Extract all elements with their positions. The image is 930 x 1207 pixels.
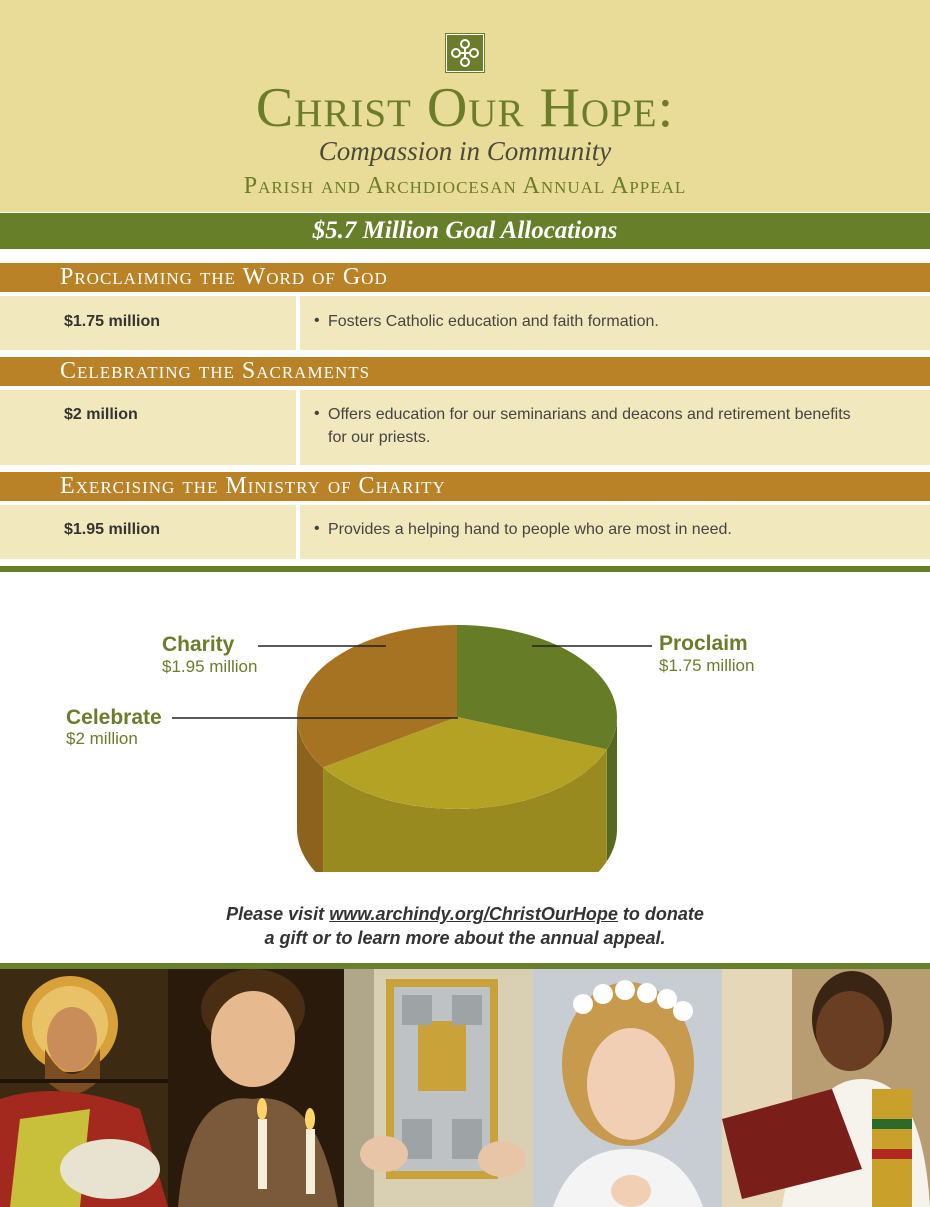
amount-cell xyxy=(0,296,296,350)
photo-strip xyxy=(0,969,930,1207)
page-title: Christ Our Hope: xyxy=(255,77,675,139)
appeal-website-link[interactable]: www.archindy.org/ChristOurHope xyxy=(329,904,618,924)
girl-first-communion-photo xyxy=(533,969,722,1207)
section-heading-label: Proclaiming the Word of God xyxy=(60,264,388,290)
chart-label-celebrate: Celebrate xyxy=(66,706,162,729)
header xyxy=(0,0,930,212)
chart-value-charity: $1.95 million xyxy=(162,657,258,676)
visit-text-after: to donate xyxy=(617,904,704,924)
goal-label: $5.7 Million Goal Allocations xyxy=(312,217,618,244)
description-cell xyxy=(300,390,930,465)
section-heading-celebrate xyxy=(0,357,930,386)
page-tagline: Parish and Archdiocesan Annual Appeal xyxy=(243,173,687,199)
stained-glass-jesus-photo xyxy=(0,969,168,1207)
chart-value-celebrate: $2 million xyxy=(66,729,138,748)
visit-text-line2: a gift or to learn more about the annual appeal. xyxy=(264,928,666,948)
section-heading-label: Exercising the Ministry of Charity xyxy=(60,473,446,499)
page-subtitle: Compassion in Community xyxy=(318,136,612,166)
section-heading-charity xyxy=(0,472,930,501)
visit-message xyxy=(0,902,930,950)
chart-label-proclaim: Proclaim xyxy=(659,632,748,655)
visit-text-before: Please visit xyxy=(226,904,330,924)
amount-value: $1.95 million xyxy=(64,521,161,538)
description-cell xyxy=(300,296,930,350)
amount-value: $2 million xyxy=(64,406,138,423)
gospel-book-photo xyxy=(344,969,533,1207)
amount-cell xyxy=(0,505,296,559)
bullet: • xyxy=(314,405,320,422)
chart-label-charity: Charity xyxy=(162,633,235,656)
deacon-reading-photo xyxy=(722,969,930,1207)
chart-value-proclaim: $1.75 million xyxy=(659,656,755,675)
description-text: Offers education for our seminarians and deacons and retirement benefits for our priests. xyxy=(328,406,851,446)
bullet: • xyxy=(314,520,320,537)
boy-with-candles-photo xyxy=(168,969,344,1207)
description-text: Provides a helping hand to people who are most in need. xyxy=(328,521,732,538)
allocation-row-charity xyxy=(0,505,930,559)
bullet: • xyxy=(314,312,320,329)
cross-icon xyxy=(446,34,484,72)
amount-cell xyxy=(0,390,296,465)
allocation-row-proclaim xyxy=(0,296,930,350)
description-cell xyxy=(300,505,930,559)
description-text: Fosters Catholic education and faith formation. xyxy=(328,313,659,330)
goal-banner xyxy=(0,213,930,249)
section-heading-proclaim xyxy=(0,263,930,292)
amount-value: $1.75 million xyxy=(64,313,161,330)
allocation-pie-chart xyxy=(0,572,930,872)
allocation-row-celebrate xyxy=(0,390,930,465)
section-heading-label: Celebrating the Sacraments xyxy=(60,358,371,384)
